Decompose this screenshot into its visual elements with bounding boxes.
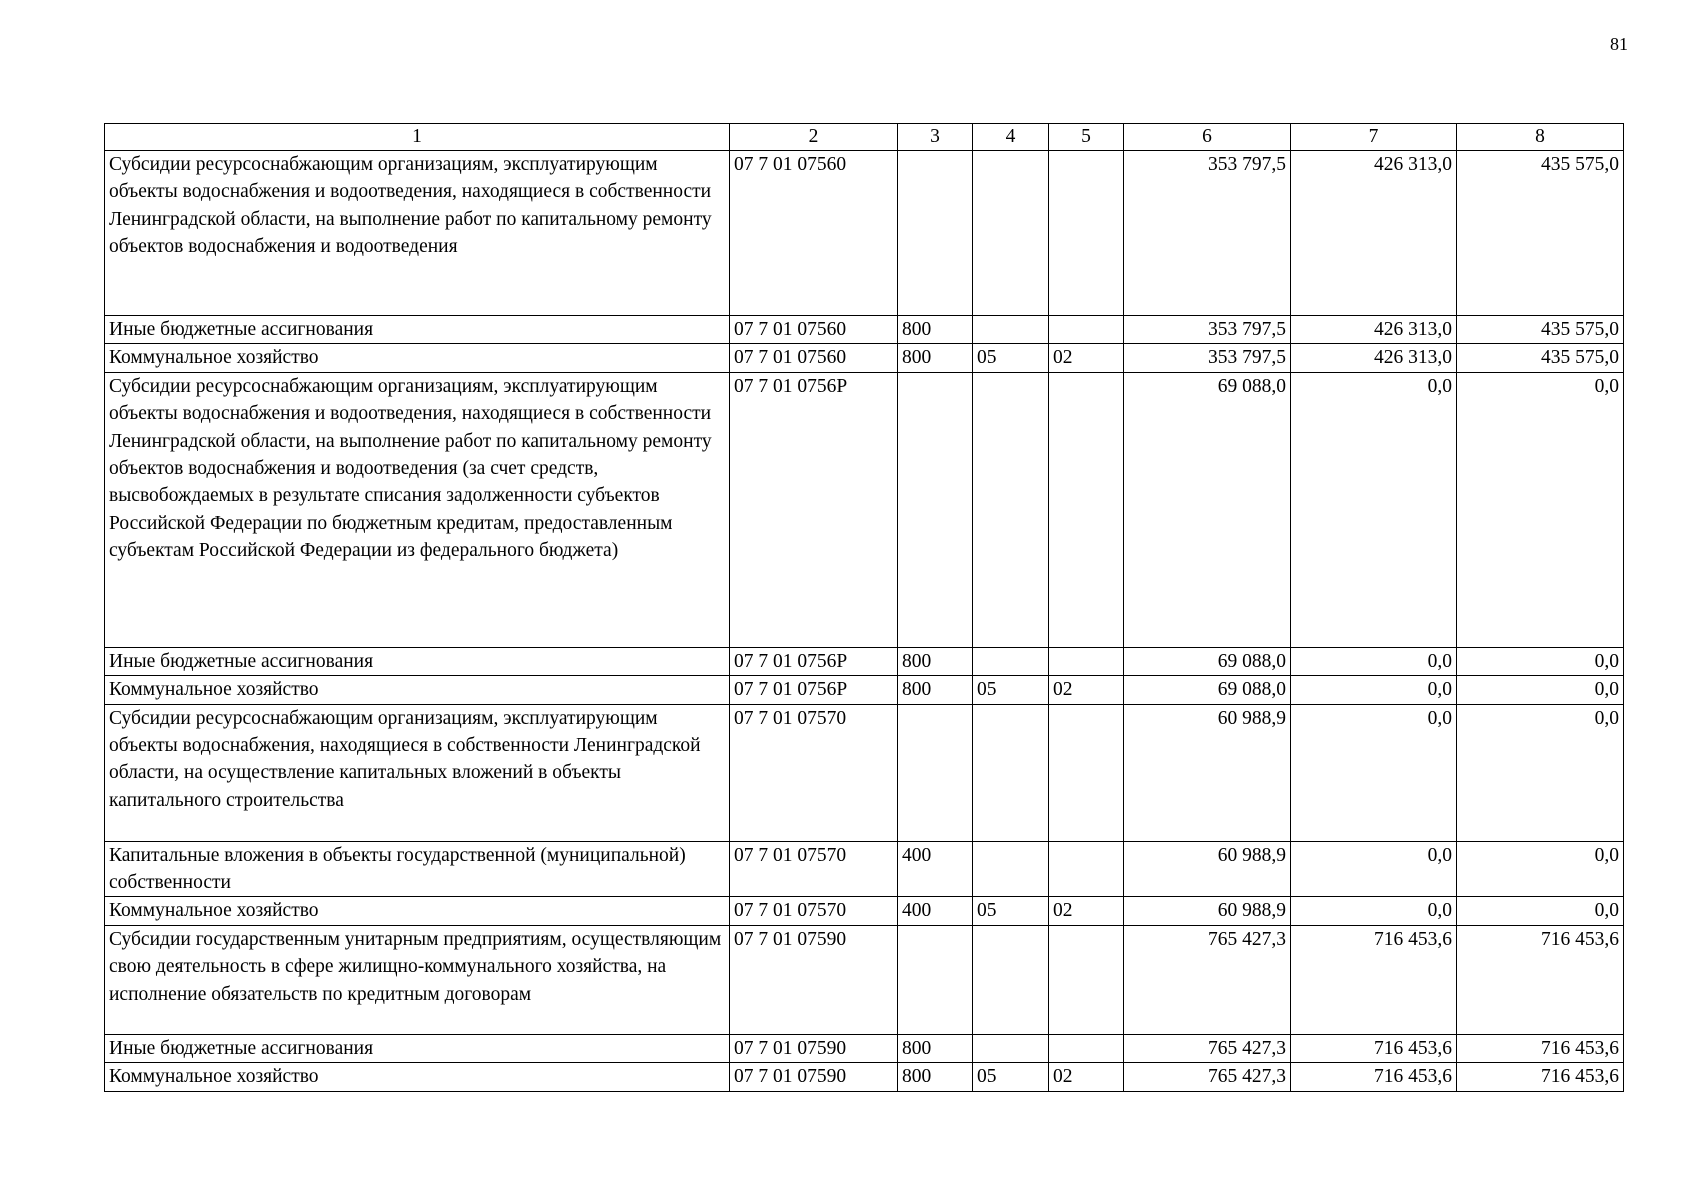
header-row bbox=[105, 124, 1624, 151]
header-col-7: 7 bbox=[1291, 124, 1457, 151]
row-col-6: 69 088,0 bbox=[1124, 676, 1291, 704]
row-col-5 bbox=[1049, 704, 1124, 841]
row-name: Иные бюджетные ассигнования bbox=[105, 647, 730, 675]
row-col-6: 60 988,9 bbox=[1124, 841, 1291, 897]
table-row bbox=[105, 841, 1624, 897]
row-col-3: 800 bbox=[898, 316, 973, 344]
row-col-6: 60 988,9 bbox=[1124, 897, 1291, 925]
row-col-3 bbox=[898, 925, 973, 1034]
row-code: 07 7 01 07560 bbox=[730, 151, 898, 316]
row-col-7: 0,0 bbox=[1291, 704, 1457, 841]
table-row bbox=[105, 704, 1624, 841]
row-col-5 bbox=[1049, 372, 1124, 647]
row-col-8: 0,0 bbox=[1457, 647, 1624, 675]
row-col-4 bbox=[973, 647, 1049, 675]
header-col-8: 8 bbox=[1457, 124, 1624, 151]
row-code: 07 7 01 0756Р bbox=[730, 647, 898, 675]
row-col-3 bbox=[898, 372, 973, 647]
row-col-3: 400 bbox=[898, 897, 973, 925]
row-col-3: 800 bbox=[898, 1063, 973, 1091]
row-col-8: 0,0 bbox=[1457, 676, 1624, 704]
header-col-4: 4 bbox=[973, 124, 1049, 151]
row-name: Иные бюджетные ассигнования bbox=[105, 316, 730, 344]
row-code: 07 7 01 07590 bbox=[730, 1063, 898, 1091]
row-col-3: 800 bbox=[898, 676, 973, 704]
row-col-4 bbox=[973, 316, 1049, 344]
row-col-8: 716 453,6 bbox=[1457, 925, 1624, 1034]
row-col-7: 426 313,0 bbox=[1291, 316, 1457, 344]
row-name: Субсидии государственным унитарным предприятиям, осуществляющим свою деятельность в сфере жилищно-коммунального хозяйства, на исполнение обязательств по кредитным договорам bbox=[105, 925, 730, 1034]
row-name: Коммунальное хозяйство bbox=[105, 344, 730, 372]
row-col-7: 716 453,6 bbox=[1291, 925, 1457, 1034]
row-col-8: 716 453,6 bbox=[1457, 1063, 1624, 1091]
row-name: Коммунальное хозяйство bbox=[105, 897, 730, 925]
row-col-3 bbox=[898, 704, 973, 841]
row-col-7: 0,0 bbox=[1291, 897, 1457, 925]
row-name: Субсидии ресурсоснабжающим организациям, эксплуатирующим объекты водоснабжения и водоотведения, находящиеся в собственности Ленинградской области, на выполнение работ по капитальному ремонту объектов водоснабжения и водоотведения bbox=[105, 151, 730, 316]
table-row bbox=[105, 1063, 1624, 1091]
table-row bbox=[105, 151, 1624, 316]
table-row bbox=[105, 897, 1624, 925]
row-code: 07 7 01 07570 bbox=[730, 704, 898, 841]
row-col-6: 60 988,9 bbox=[1124, 704, 1291, 841]
row-col-7: 0,0 bbox=[1291, 372, 1457, 647]
row-col-5 bbox=[1049, 925, 1124, 1034]
row-col-3: 400 bbox=[898, 841, 973, 897]
row-col-6: 765 427,3 bbox=[1124, 1034, 1291, 1062]
row-code: 07 7 01 0756Р bbox=[730, 372, 898, 647]
row-col-8: 435 575,0 bbox=[1457, 316, 1624, 344]
row-name: Коммунальное хозяйство bbox=[105, 676, 730, 704]
row-col-4 bbox=[973, 841, 1049, 897]
table-row bbox=[105, 1034, 1624, 1062]
row-col-8: 0,0 bbox=[1457, 372, 1624, 647]
row-col-3: 800 bbox=[898, 647, 973, 675]
row-col-5 bbox=[1049, 841, 1124, 897]
row-col-7: 716 453,6 bbox=[1291, 1034, 1457, 1062]
row-col-7: 0,0 bbox=[1291, 841, 1457, 897]
row-col-4 bbox=[973, 704, 1049, 841]
row-col-8: 435 575,0 bbox=[1457, 344, 1624, 372]
row-code: 07 7 01 07570 bbox=[730, 897, 898, 925]
table-row bbox=[105, 925, 1624, 1034]
row-col-7: 426 313,0 bbox=[1291, 344, 1457, 372]
row-col-7: 716 453,6 bbox=[1291, 1063, 1457, 1091]
row-name: Капитальные вложения в объекты государственной (муниципальной) собственности bbox=[105, 841, 730, 897]
row-col-5 bbox=[1049, 1034, 1124, 1062]
row-name: Иные бюджетные ассигнования bbox=[105, 1034, 730, 1062]
row-col-6: 765 427,3 bbox=[1124, 925, 1291, 1034]
row-col-6: 353 797,5 bbox=[1124, 151, 1291, 316]
row-code: 07 7 01 07570 bbox=[730, 841, 898, 897]
row-col-5: 02 bbox=[1049, 1063, 1124, 1091]
row-col-6: 69 088,0 bbox=[1124, 372, 1291, 647]
row-col-8: 0,0 bbox=[1457, 897, 1624, 925]
row-col-8: 716 453,6 bbox=[1457, 1034, 1624, 1062]
row-col-7: 426 313,0 bbox=[1291, 151, 1457, 316]
row-col-4 bbox=[973, 151, 1049, 316]
header-col-5: 5 bbox=[1049, 124, 1124, 151]
row-code: 07 7 01 07560 bbox=[730, 316, 898, 344]
row-col-5: 02 bbox=[1049, 344, 1124, 372]
row-col-5: 02 bbox=[1049, 676, 1124, 704]
row-col-3 bbox=[898, 151, 973, 316]
row-col-4: 05 bbox=[973, 1063, 1049, 1091]
row-col-5 bbox=[1049, 647, 1124, 675]
header-col-1: 1 bbox=[105, 124, 730, 151]
table-row bbox=[105, 316, 1624, 344]
page-number: 81 bbox=[1610, 34, 1628, 54]
row-col-4: 05 bbox=[973, 344, 1049, 372]
row-code: 07 7 01 07590 bbox=[730, 925, 898, 1034]
row-col-7: 0,0 bbox=[1291, 676, 1457, 704]
row-col-6: 765 427,3 bbox=[1124, 1063, 1291, 1091]
row-code: 07 7 01 0756Р bbox=[730, 676, 898, 704]
row-col-5: 02 bbox=[1049, 897, 1124, 925]
table-row bbox=[105, 647, 1624, 675]
table-row bbox=[105, 344, 1624, 372]
header-col-3: 3 bbox=[898, 124, 973, 151]
row-col-3: 800 bbox=[898, 1034, 973, 1062]
row-col-5 bbox=[1049, 316, 1124, 344]
row-col-6: 353 797,5 bbox=[1124, 344, 1291, 372]
budget-table bbox=[104, 123, 1624, 1092]
row-code: 07 7 01 07560 bbox=[730, 344, 898, 372]
row-name: Субсидии ресурсоснабжающим организациям, эксплуатирующим объекты водоснабжения и водоотведения, находящиеся в собственности Ленинградской области, на выполнение работ по капитальному ремонту объектов водоснабжения и водоотведения (за счет средств, высвобождаемых в результате списания задолженности субъектов Российской Федерации по бюджетным кредитам, предоставленным субъектам Российской Федерации из федерального бюджета) bbox=[105, 372, 730, 647]
row-col-6: 353 797,5 bbox=[1124, 316, 1291, 344]
row-col-4 bbox=[973, 925, 1049, 1034]
row-code: 07 7 01 07590 bbox=[730, 1034, 898, 1062]
row-col-4 bbox=[973, 372, 1049, 647]
row-col-4: 05 bbox=[973, 897, 1049, 925]
row-col-3: 800 bbox=[898, 344, 973, 372]
header-col-2: 2 bbox=[730, 124, 898, 151]
row-col-7: 0,0 bbox=[1291, 647, 1457, 675]
row-name: Субсидии ресурсоснабжающим организациям, эксплуатирующим объекты водоснабжения, находящиеся в собственности Ленинградской области, на осуществление капитальных вложений в объекты капитального строительства bbox=[105, 704, 730, 841]
row-col-4: 05 bbox=[973, 676, 1049, 704]
table-row bbox=[105, 372, 1624, 647]
row-col-6: 69 088,0 bbox=[1124, 647, 1291, 675]
row-col-4 bbox=[973, 1034, 1049, 1062]
row-col-8: 435 575,0 bbox=[1457, 151, 1624, 316]
table-row bbox=[105, 676, 1624, 704]
row-name: Коммунальное хозяйство bbox=[105, 1063, 730, 1091]
row-col-5 bbox=[1049, 151, 1124, 316]
row-col-8: 0,0 bbox=[1457, 704, 1624, 841]
header-col-6: 6 bbox=[1124, 124, 1291, 151]
row-col-8: 0,0 bbox=[1457, 841, 1624, 897]
